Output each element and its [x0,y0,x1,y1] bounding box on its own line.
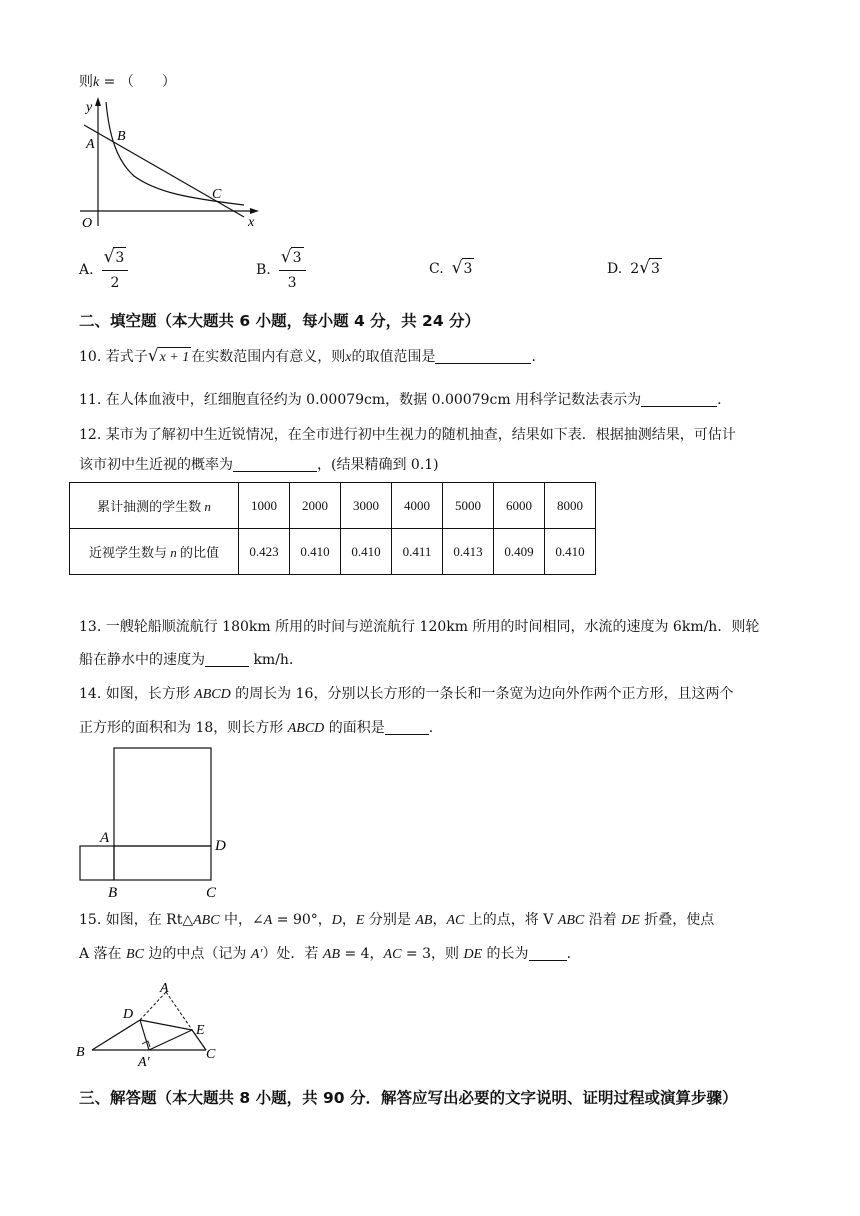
section-3-title: 三、解答题（本大题共 8 小题，共 90 分．解答应写出必要的文字说明、证明过程或演算步骤） [79,1089,738,1107]
y-axis-label: y [86,100,93,115]
answer-blank-12 [233,457,317,472]
q15-figure [74,978,234,1070]
option-a: A. $\frac{√3}{2}$ [79,248,128,292]
sampling-table [69,482,596,575]
row-label-n: 累计抽测的学生数 n [70,483,239,529]
option-c: C. √3 [429,258,473,278]
label-d: D [215,838,226,854]
table-row: 近视学生数与 n 的比值 0.423 0.410 0.410 0.411 0.413 0.409 0.410 [70,529,596,575]
point-c-label: C [212,187,222,202]
question-12-line2: 该市初中生近视的概率为 ，(结果精确到 0.1) [79,457,439,473]
question-13-line1: 13. 一艘轮船顺流航行 180km 所用的时间与逆流航行 120km 所用的时间相同，水流的速度为 6km/h．则轮 [79,619,760,635]
question-12-line1: 12. 某市为了解初中生近锐情况，在全市进行初中生视力的随机抽查，结果如下表．根据抽测结果，可估计 [79,427,736,443]
hyperbola-curve [106,102,244,205]
label-b: B [108,885,118,901]
row-label-ratio: 近视学生数与 n 的比值 [70,529,239,575]
label-a: A [160,981,169,996]
section-2-title: 二、填空题（本大题共 6 小题，每小题 4 分，共 24 分） [79,312,481,330]
label-e: E [196,1023,205,1038]
table-row: 累计抽测的学生数 n 1000 2000 3000 4000 5000 6000 8000 [70,483,596,529]
answer-blank-10 [435,349,531,364]
point-a-label: A [86,137,95,152]
label-b: B [76,1045,85,1060]
question-10: 10. 若式子√x + 1 在实数范围内有意义，则x的取值范围是 . [79,346,536,366]
question-15-line2: A 落在 BC 边的中点（记为 A′）处．若 AB = 4，AC = 3，则 DE 的长为 . [79,946,572,962]
answer-blank-15 [529,946,567,961]
option-b: B. $\frac{√3}{3}$ [256,248,306,292]
x-axis-label: x [248,215,255,230]
question-13-line2: 船在静水中的速度为 km/h． [79,652,303,668]
linear-function-line [84,125,244,217]
question-14-line1: 14. 如图，长方形 ABCD 的周长为 16，分别以长方形的一条长和一条宽为边向外作两个正方形，且这两个 [79,686,734,702]
q9-stem: 则k = （ ） [79,74,176,90]
q9-graph [76,94,266,232]
origin-label: O [82,216,93,231]
point-b-label: B [117,129,126,144]
question-15-line1: 15. 如图，在 Rt△ABC 中，∠A = 90°，D，E 分别是 AB，AC 上的点，将 V ABC 沿着 DE 折叠，使点 [79,912,715,928]
answer-blank-13 [205,652,249,667]
answer-blank-11 [641,392,717,407]
label-a-prime: A′ [138,1055,150,1070]
question-14-line2: 正方形的面积和为 18，则长方形 ABCD 的面积是 . [79,720,434,736]
label-a: A [100,830,110,846]
label-c: C [206,885,217,901]
answer-blank-14 [385,720,429,735]
question-11: 11. 在人体血液中，红细胞直径约为 0.00079cm，数据 0.00079cm 用科学记数法表示为 . [79,392,722,408]
q14-figure [76,744,236,904]
option-d: D. 2√3 [607,258,660,278]
label-d: D [123,1007,134,1022]
label-c: C [206,1047,216,1062]
